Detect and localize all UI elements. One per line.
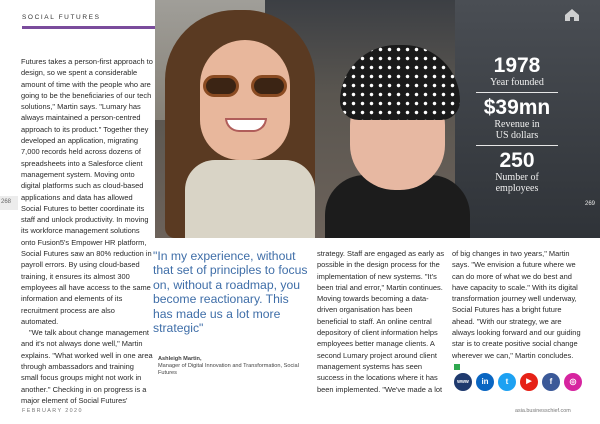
- stat-label: Number of employees: [495, 172, 539, 194]
- stat-label: Revenue in US dollars: [494, 119, 540, 141]
- article-paragraph: of big changes in two years," Martin says. "We envision a future where we can do more of what we do best and have capacity to scale." With its digital transformation journey well underway, Social Futures has a bright future ahead. "With our strategy, we are always looking forward and our guiding star is to create positive social change wherever we can," Martin concludes.: [452, 249, 581, 360]
- facebook-icon[interactable]: f: [542, 373, 560, 391]
- footer-site-link[interactable]: asia.businesschief.com: [515, 408, 571, 414]
- article-column-right: [452, 248, 582, 372]
- home-icon: [563, 8, 581, 22]
- stats-box: [472, 55, 562, 217]
- page-number-left: 268: [1, 199, 12, 205]
- instagram-icon[interactable]: ◎: [564, 373, 582, 391]
- stat-value: $39mn: [483, 96, 551, 119]
- article-paragraph: "We talk about change management and it's not always done well," Martin explains. "What worked well in one area through ambassadors and training small focus groups might not work in another." Checking in on progress is a major element of Social Futures': [21, 328, 153, 405]
- article-column-left: [21, 56, 153, 406]
- header-rule: [22, 26, 155, 29]
- quote-attribution: [158, 356, 308, 377]
- end-mark-icon: [454, 364, 460, 370]
- page-number-right: 269: [585, 201, 596, 207]
- stat-divider: [476, 145, 558, 146]
- social-links: [454, 373, 584, 393]
- youtube-icon[interactable]: ▶: [520, 373, 538, 391]
- quote-author-name: Ashleigh Martin,: [158, 356, 202, 362]
- quote-author-title: Manager of Digital Innovation and Transformation, Social Futures: [158, 363, 299, 376]
- sunglasses: [203, 75, 287, 97]
- section-title: SOCIAL FUTURES: [22, 14, 101, 21]
- stat-employees: [472, 150, 562, 194]
- stat-revenue: [472, 97, 562, 141]
- footer-issue: FEBRUARY 2020: [22, 408, 83, 414]
- www-icon[interactable]: www: [454, 373, 472, 391]
- article-paragraph: Futures takes a person-first approach to design, so we spent a considerable amount of time with the people who are going to be the beneficiaries of our tech solutions," Martin says. "Lumary has always maintained a person-centred approach to its product." Together they developed an application, migrating 7,000 records held across dozens of spreadsheets into a Salesforce client management system. Moving onto digital platforms such as cloud-based applications and data has allowed Social Futures to better coordinate its staff and unlock productivity. In moving its workforce management solutions onto Fusion5's Empower HR platform, Social Futures saw an 80% reduction in payroll errors. By using cloud-based training, it ensures its almost 300 employees all have access to the same information and elements of its recruitment process are also automated.: [21, 57, 153, 326]
- article-column-middle: strategy. Staff are engaged as early as possible in the design process for the implementation of new systems. "It's been trial and error," Martin continues. Moving towards becoming a data-driven organisation has been beneficial to staff. An online central depository of client information helps employees better manage clients. A second Lumary project around client management systems has seen success in the locations where it has been implemented. "We've made a lot: [317, 249, 445, 394]
- pull-quote: "In my experience, without that set of principles to focus on, without a roadmap, you become reactionary. This has made us a lot more strategic": [153, 249, 308, 336]
- stat-divider: [476, 92, 558, 93]
- stat-founded: [472, 55, 562, 88]
- linkedin-icon[interactable]: in: [476, 373, 494, 391]
- twitter-icon[interactable]: t: [498, 373, 516, 391]
- stat-label: Year founded: [490, 77, 544, 88]
- stat-value: 1978: [493, 54, 541, 77]
- stat-value: 250: [499, 149, 535, 172]
